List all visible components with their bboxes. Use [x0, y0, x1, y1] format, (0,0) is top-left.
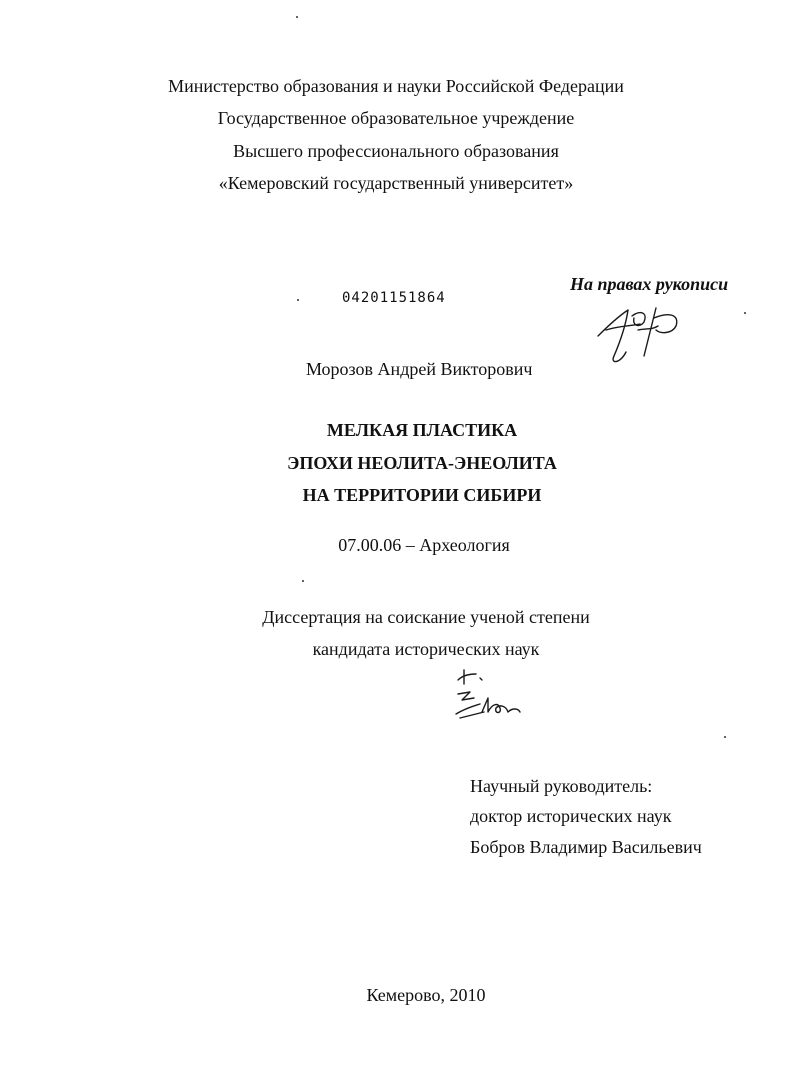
institution-type-line: Государственное образовательное учреждение — [217, 108, 575, 128]
scan-speck — [296, 16, 298, 18]
supervisor-degree: доктор исторических наук — [470, 806, 672, 826]
title-line-3: НА ТЕРРИТОРИИ СИБИРИ — [302, 485, 542, 505]
education-level-line: Высшего профессионального образования — [233, 141, 559, 161]
degree-line-1: Диссертация на соискание ученой степени — [262, 607, 590, 627]
title-line-2: ЭПОХИ НЕОЛИТА-ЭНЕОЛИТА — [287, 453, 557, 473]
scan-speck — [302, 580, 304, 582]
catalog-number: 04201151864 — [342, 290, 446, 306]
author-name: Морозов Андрей Викторович — [306, 359, 533, 379]
title-line-1: МЕЛКАЯ ПЛАСТИКА — [326, 420, 518, 440]
scan-speck — [744, 312, 746, 314]
manuscript-rights: На правах рукописи — [570, 274, 729, 294]
author-signature-icon — [596, 300, 686, 368]
supervisor-signature-icon — [452, 668, 524, 722]
supervisor-label: Научный руководитель: — [470, 776, 653, 796]
degree-line-2: кандидата исторических наук — [312, 639, 540, 659]
scan-speck — [297, 299, 299, 301]
city-year: Кемерово, 2010 — [366, 985, 486, 1005]
ministry-line: Министерство образования и науки Российской Федерации — [168, 76, 624, 96]
specialty-line: 07.00.06 – Археология — [338, 535, 510, 555]
supervisor-name: Бобров Владимир Васильевич — [470, 837, 702, 857]
university-line: «Кемеровский государственный университет» — [218, 173, 574, 193]
scan-speck — [724, 736, 726, 738]
